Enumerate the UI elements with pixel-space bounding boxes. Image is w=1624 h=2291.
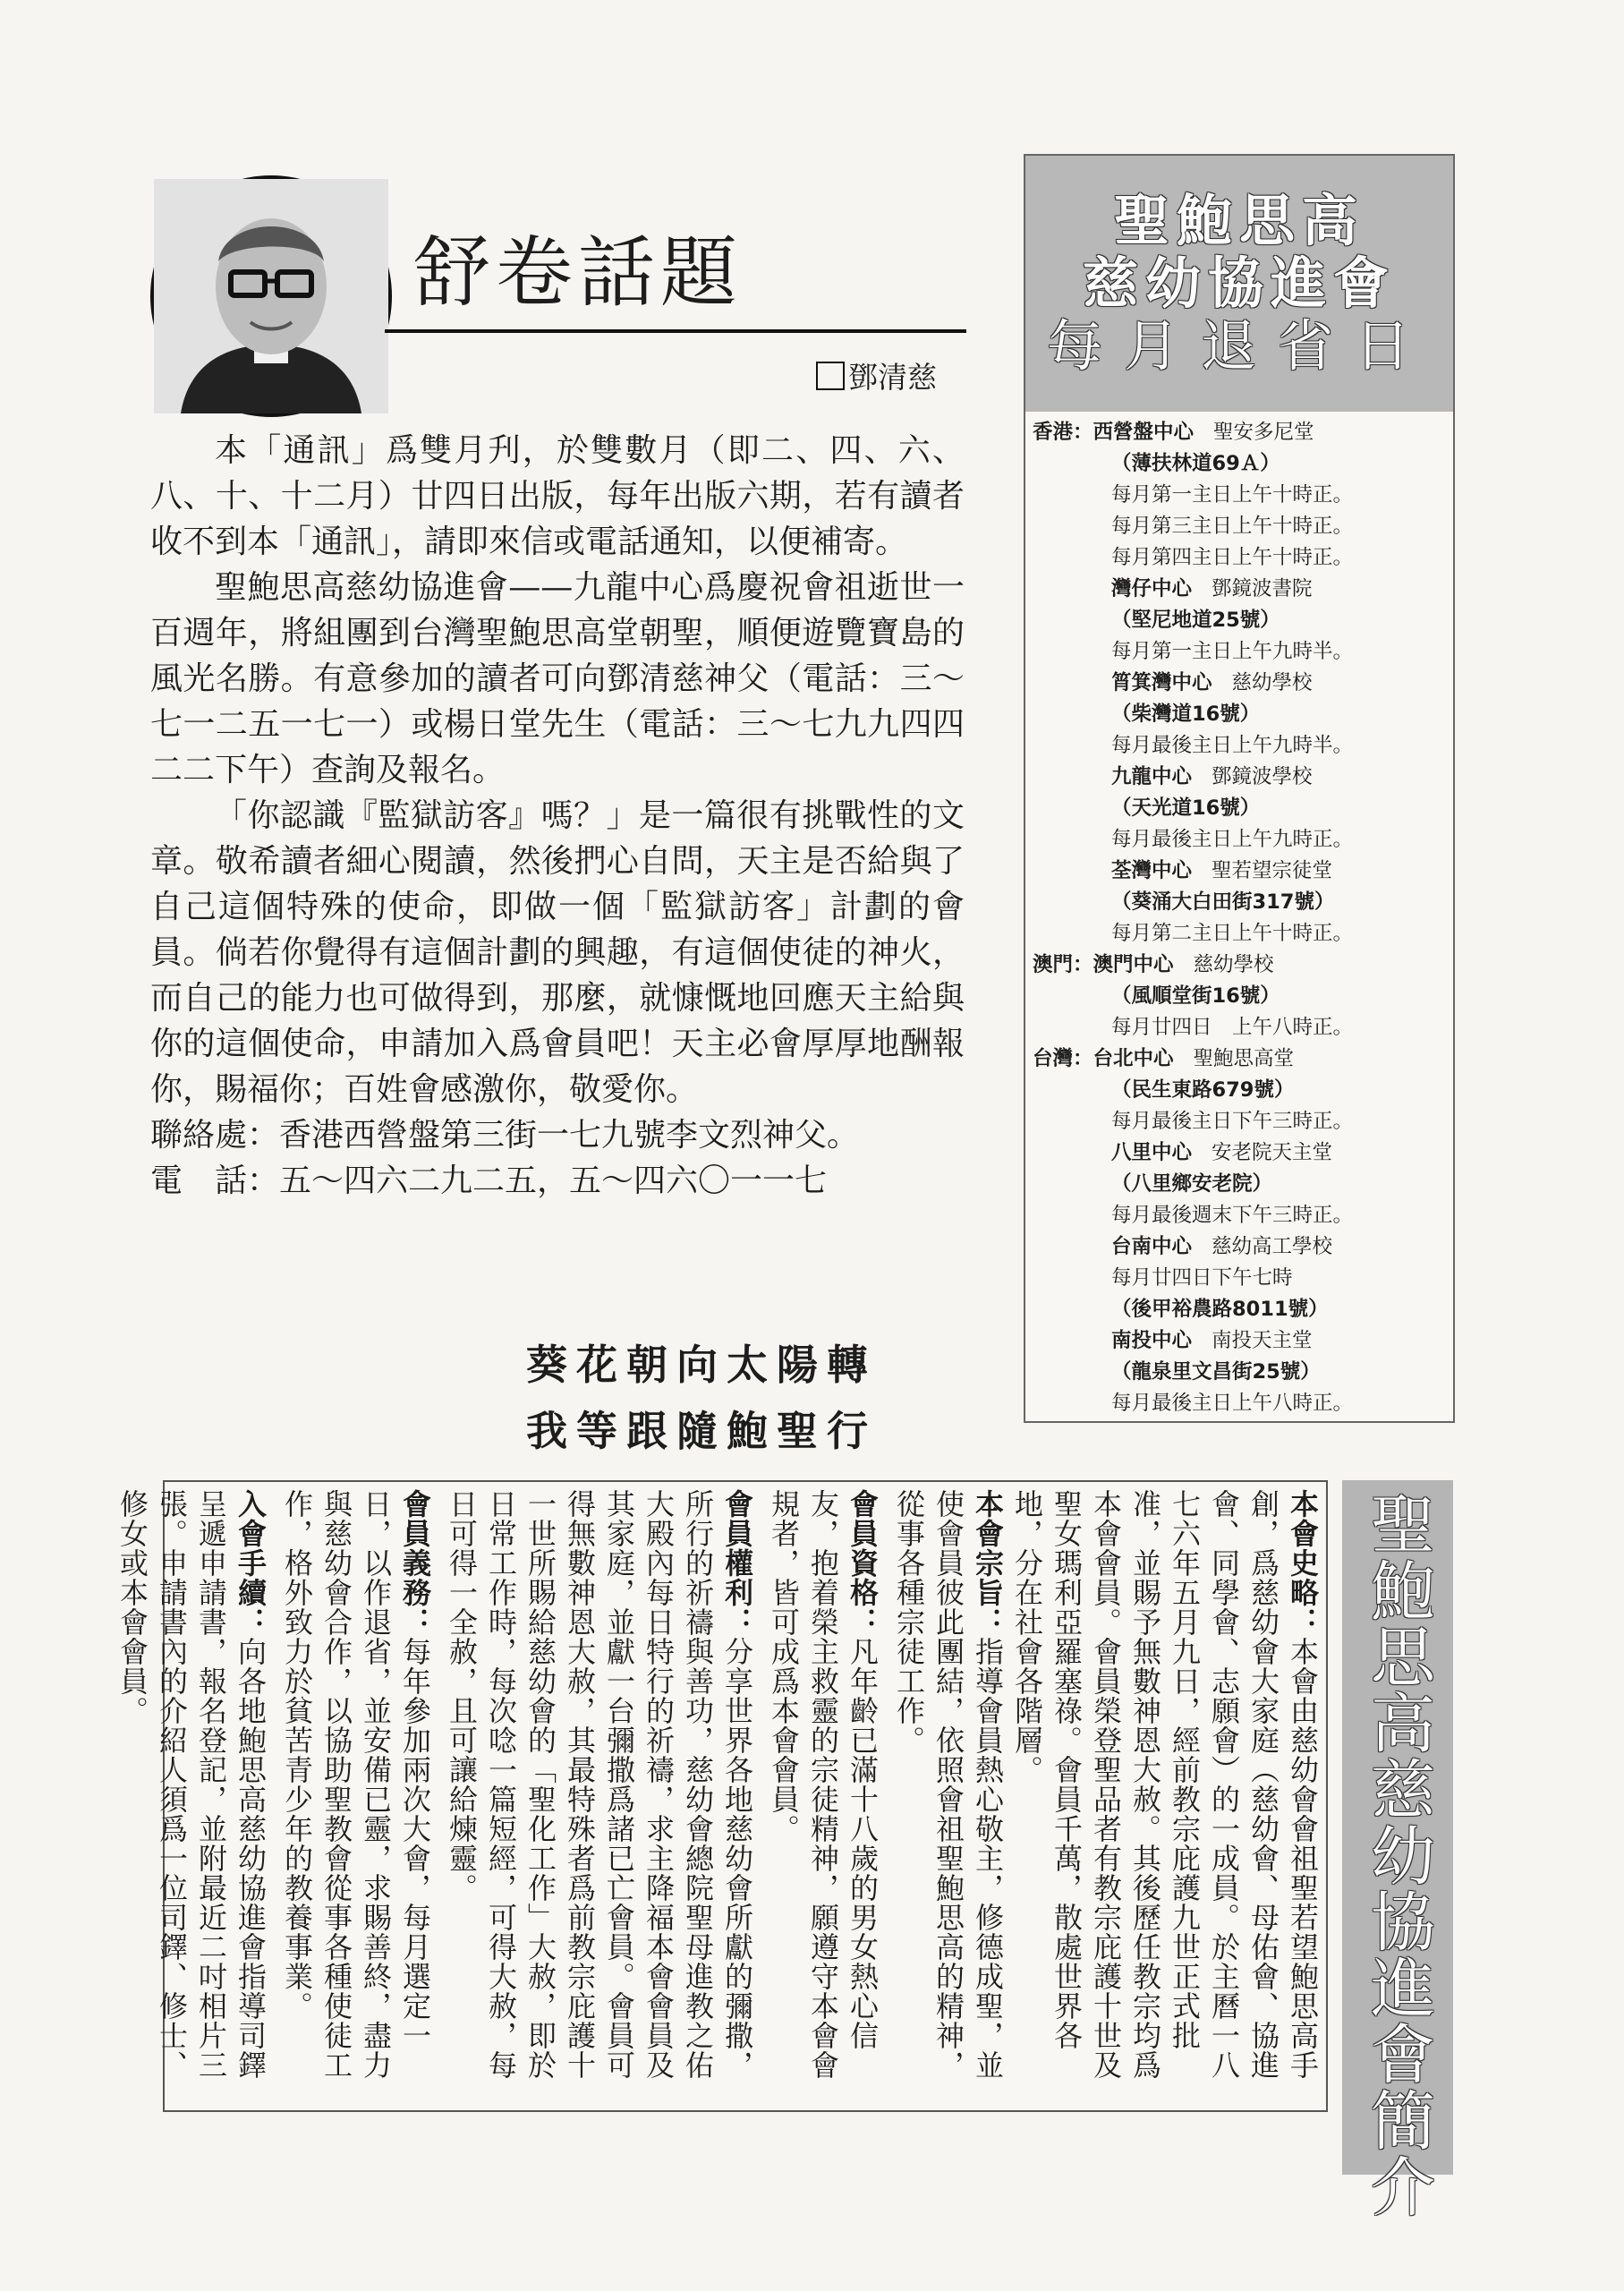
schedule-row — [1033, 730, 1444, 762]
schedule-time: 每月最後主日下午三時正。 — [1111, 1110, 1354, 1133]
intro-label: 本會宗旨： — [971, 1489, 1005, 1637]
schedule-place: 慈幼高工學校 — [1212, 1235, 1333, 1258]
schedule-row — [1033, 856, 1444, 887]
schedule-center: 筲箕灣中心 — [1111, 671, 1212, 694]
schedule-row — [1033, 887, 1444, 918]
schedule-center: 荃灣中心 — [1111, 859, 1193, 882]
schedule-address: （龍泉里文昌街25號） — [1111, 1360, 1321, 1384]
intro-label: 會員資格： — [846, 1489, 880, 1637]
intro-paragraph: 會員資格：凡年齡已滿十八歲的男女熱心信友，抱着榮主救靈的宗徒精神，願遵守本會會規者，皆可成爲本會會員。 — [767, 1489, 880, 2080]
schedule-center: 南投中心 — [1111, 1329, 1193, 1352]
schedule-address: （民生東路679號） — [1111, 1078, 1295, 1102]
schedule-address: （薄扶林道69Ａ） — [1111, 452, 1280, 475]
article-body — [150, 428, 965, 1204]
schedule-place: 聖若望宗徒堂 — [1212, 859, 1333, 882]
schedule-row — [1033, 574, 1444, 605]
schedule-place: 聖安多尼堂 — [1213, 421, 1314, 444]
schedule-row — [1033, 1231, 1444, 1263]
schedule-row — [1033, 824, 1444, 856]
schedule-row — [1033, 1357, 1444, 1388]
retreat-schedule-box — [1024, 154, 1455, 1423]
intro-paragraph: 入會手續：向各地鮑思高慈幼協進會指導司鐸呈遞申請書，報名登記，並附最近二吋相片三張。申請書內的介紹人須爲一位司鐸、修士、修女或本會會員。 — [115, 1489, 268, 2080]
schedule-center: 台北中心 — [1093, 1047, 1174, 1070]
column-title: 舒卷話題 — [413, 228, 743, 318]
intro-paragraph: 會員權利：分享世界各地慈幼會所獻的彌撒，所行的祈禱與善功，慈幼會總院聖母進教之佑大殿內每日特行的祈禱，求主降福本會會員及其家庭，並獻一台彌撒爲諸已亡會員。會員可得無數神恩大赦，其最特殊者爲前教宗庇護十一世所賜給慈幼會的「聖化工作」大赦，即於日常工作時，每次唸一篇短經，可得大赦，每日可得一全赦，且可讓給煉靈。 — [445, 1489, 754, 2080]
schedule-row — [1033, 1294, 1444, 1325]
schedule-center: 西營盤中心 — [1093, 421, 1195, 444]
schedule-row — [1033, 1137, 1444, 1169]
schedule-address: （堅尼地道25號） — [1111, 609, 1280, 632]
schedule-row — [1033, 793, 1444, 824]
schedule-row — [1033, 480, 1444, 511]
schedule-row — [1033, 1043, 1444, 1075]
schedule-center: 台南中心 — [1111, 1235, 1193, 1258]
schedule-time: 每月第一主日上午十時正。 — [1111, 483, 1354, 507]
schedule-row — [1033, 511, 1444, 542]
schedule-row — [1033, 605, 1444, 636]
schedule-time: 每月最後主日上午八時正。 — [1111, 1392, 1354, 1415]
intro-paragraph: 本會宗旨：指導會員熱心敬主，修德成聖，並使會員彼此團結，依照會祖聖鮑思高的精神，從事各種宗徒工作。 — [892, 1489, 1005, 2080]
schedule-region: 香港： — [1033, 421, 1093, 444]
article-paragraph: 本「通訊」爲雙月刋，於雙數月（即二、四、六、八、十、十二月）廿四日出版，每年出版六期，若有讀者收不到本「通訊」，請即來信或電話通知，以便補寄。 — [150, 432, 965, 560]
intro-label: 本會史略： — [1286, 1489, 1320, 1637]
schedule-row — [1033, 950, 1444, 981]
schedule-row — [1033, 1012, 1444, 1043]
schedule-place: 聖鮑思高堂 — [1193, 1047, 1295, 1070]
schedule-row — [1033, 981, 1444, 1012]
title-divider — [385, 329, 966, 333]
schedule-place: 南投天主堂 — [1212, 1329, 1313, 1352]
slogan-line: 我等跟隨鮑聖行 — [526, 1407, 877, 1455]
intro-label: 會員義務： — [398, 1489, 432, 1637]
schedule-center: 澳門中心 — [1093, 953, 1174, 976]
byline-box-icon — [816, 362, 845, 390]
schedule-place: 鄧鏡波書院 — [1212, 577, 1313, 600]
schedule-address: （葵涌大白田街317號） — [1111, 890, 1335, 914]
portrait-photo — [154, 179, 388, 413]
schedule-time: 每月最後週末下午三時正。 — [1111, 1204, 1354, 1227]
schedule-row — [1033, 1200, 1444, 1231]
schedule-address: （天光道16號） — [1111, 796, 1261, 820]
schedule-region: 澳門： — [1033, 953, 1093, 976]
schedule-time: 每月最後主日上午九時半。 — [1111, 734, 1354, 757]
schedule-row — [1033, 1388, 1444, 1419]
schedule-row — [1033, 699, 1444, 730]
schedule-row — [1033, 918, 1444, 950]
schedule-row — [1033, 448, 1444, 480]
schedule-address: （後甲裕農路8011號） — [1111, 1298, 1329, 1321]
intro-title: 聖鮑思高慈幼協進會簡介 — [1360, 1491, 1435, 2219]
schedule-address: （八里鄉安老院） — [1111, 1172, 1273, 1196]
intro-label: 入會手續： — [234, 1489, 268, 1637]
heading-line: 每月退省日 — [1046, 313, 1432, 379]
schedule-place: 安老院天主堂 — [1212, 1141, 1333, 1164]
schedule-row — [1033, 636, 1444, 668]
schedule-row — [1033, 542, 1444, 574]
schedule-region: 台灣： — [1033, 1047, 1093, 1070]
schedule-time: 每月廿四日下午七時 — [1111, 1266, 1293, 1290]
intro-text — [115, 1489, 1322, 2107]
schedule-time: 每月廿四日 上午八時正。 — [1111, 1016, 1354, 1039]
intro-label: 會員權利： — [720, 1489, 754, 1637]
schedule-row — [1033, 668, 1444, 699]
article-paragraph: 聖鮑思高慈幼協進會——九龍中心爲慶祝會祖逝世一百週年，將組團到台灣聖鮑思高堂朝聖，順便遊覽寶島的風光名勝。有意參加的讀者可向鄧清慈神父（電話：三～七一二五一七一）或楊日堂先生（電話：三～七九九四四二二下午）查詢及報名。 — [150, 569, 965, 788]
heading-line: 慈幼協進會 — [1082, 251, 1396, 316]
schedule-place: 鄧鏡波學校 — [1212, 765, 1313, 788]
schedule-list — [1025, 412, 1453, 1419]
schedule-row — [1033, 1075, 1444, 1106]
article-paragraph: 「你認識『監獄訪客』嗎？」是一篇很有挑戰性的文章。敬希讀者細心閱讀，然後捫心自問，天主是否給與了自己這個特殊的使命，即做一個「監獄訪客」計劃的會員。倘若你覺得有這個計劃的興趣，有這個使徒的神火，而自己的能力也可做得到，那麼，就慷慨地回應天主給與你的這個使命，申請加入爲會員吧！天主必會厚厚地酬報你，賜福你；百姓會感激你，敬愛你。 — [150, 797, 965, 1108]
schedule-time: 每月第三主日上午十時正。 — [1111, 515, 1354, 538]
schedule-row — [1033, 762, 1444, 793]
heading-line: 聖鮑思高 — [1113, 188, 1365, 253]
intro-paragraph: 本會史略：本會由慈幼會會祖聖若望鮑思高手創，爲慈幼會大家庭（慈幼會、母佑會、協進會、同學會、志願會）的一成員。於主曆一八七六年五月九日，經前教宗庇護九世正式批准，並賜予無數神恩大赦。其後歷任教宗均爲本會會員。會員榮登聖品者有教宗庇護十世及聖女瑪利亞羅塞祿。會員千萬，散處世界各地，分在社會各階層。 — [1010, 1489, 1320, 2080]
schedule-center: 九龍中心 — [1111, 765, 1193, 788]
contact-phone: 電 話：五～四六二九二五，五～四六〇一一七 — [150, 1163, 828, 1199]
contact-address: 聯絡處：香港西營盤第三街一七九號李文烈神父。 — [150, 1117, 860, 1154]
slogan — [526, 1332, 877, 1464]
schedule-time: 每月最後主日上午九時正。 — [1111, 828, 1354, 851]
schedule-heading — [1025, 156, 1453, 412]
schedule-row — [1033, 1325, 1444, 1357]
author-portrait — [150, 175, 392, 417]
schedule-address: （風順堂街16號） — [1111, 984, 1280, 1008]
schedule-time: 每月第四主日上午十時正。 — [1111, 546, 1354, 569]
schedule-center: 八里中心 — [1111, 1141, 1193, 1164]
schedule-place: 慈幼學校 — [1231, 671, 1313, 694]
intro-paragraph: 會員義務：每年參加兩次大會，每月選定一日，以作退省，並安備已靈，求賜善終，盡力與慈幼會合作，以協助聖教會從事各種使徒工作，格外致力於貧苦青少年的教養事業。 — [280, 1489, 432, 2080]
schedule-place: 慈幼學校 — [1193, 953, 1274, 976]
schedule-address: （柴灣道16號） — [1111, 703, 1261, 726]
schedule-row — [1033, 1169, 1444, 1200]
schedule-time: 每月第二主日上午十時正。 — [1111, 922, 1354, 945]
schedule-center: 灣仔中心 — [1111, 577, 1193, 600]
schedule-row — [1033, 417, 1444, 448]
slogan-line: 葵花朝向太陽轉 — [526, 1341, 877, 1389]
schedule-time: 每月第一主日上午九時半。 — [1111, 640, 1354, 663]
schedule-row — [1033, 1263, 1444, 1294]
byline — [816, 354, 937, 396]
author-name: 鄧清慈 — [848, 360, 937, 395]
schedule-row — [1033, 1106, 1444, 1137]
